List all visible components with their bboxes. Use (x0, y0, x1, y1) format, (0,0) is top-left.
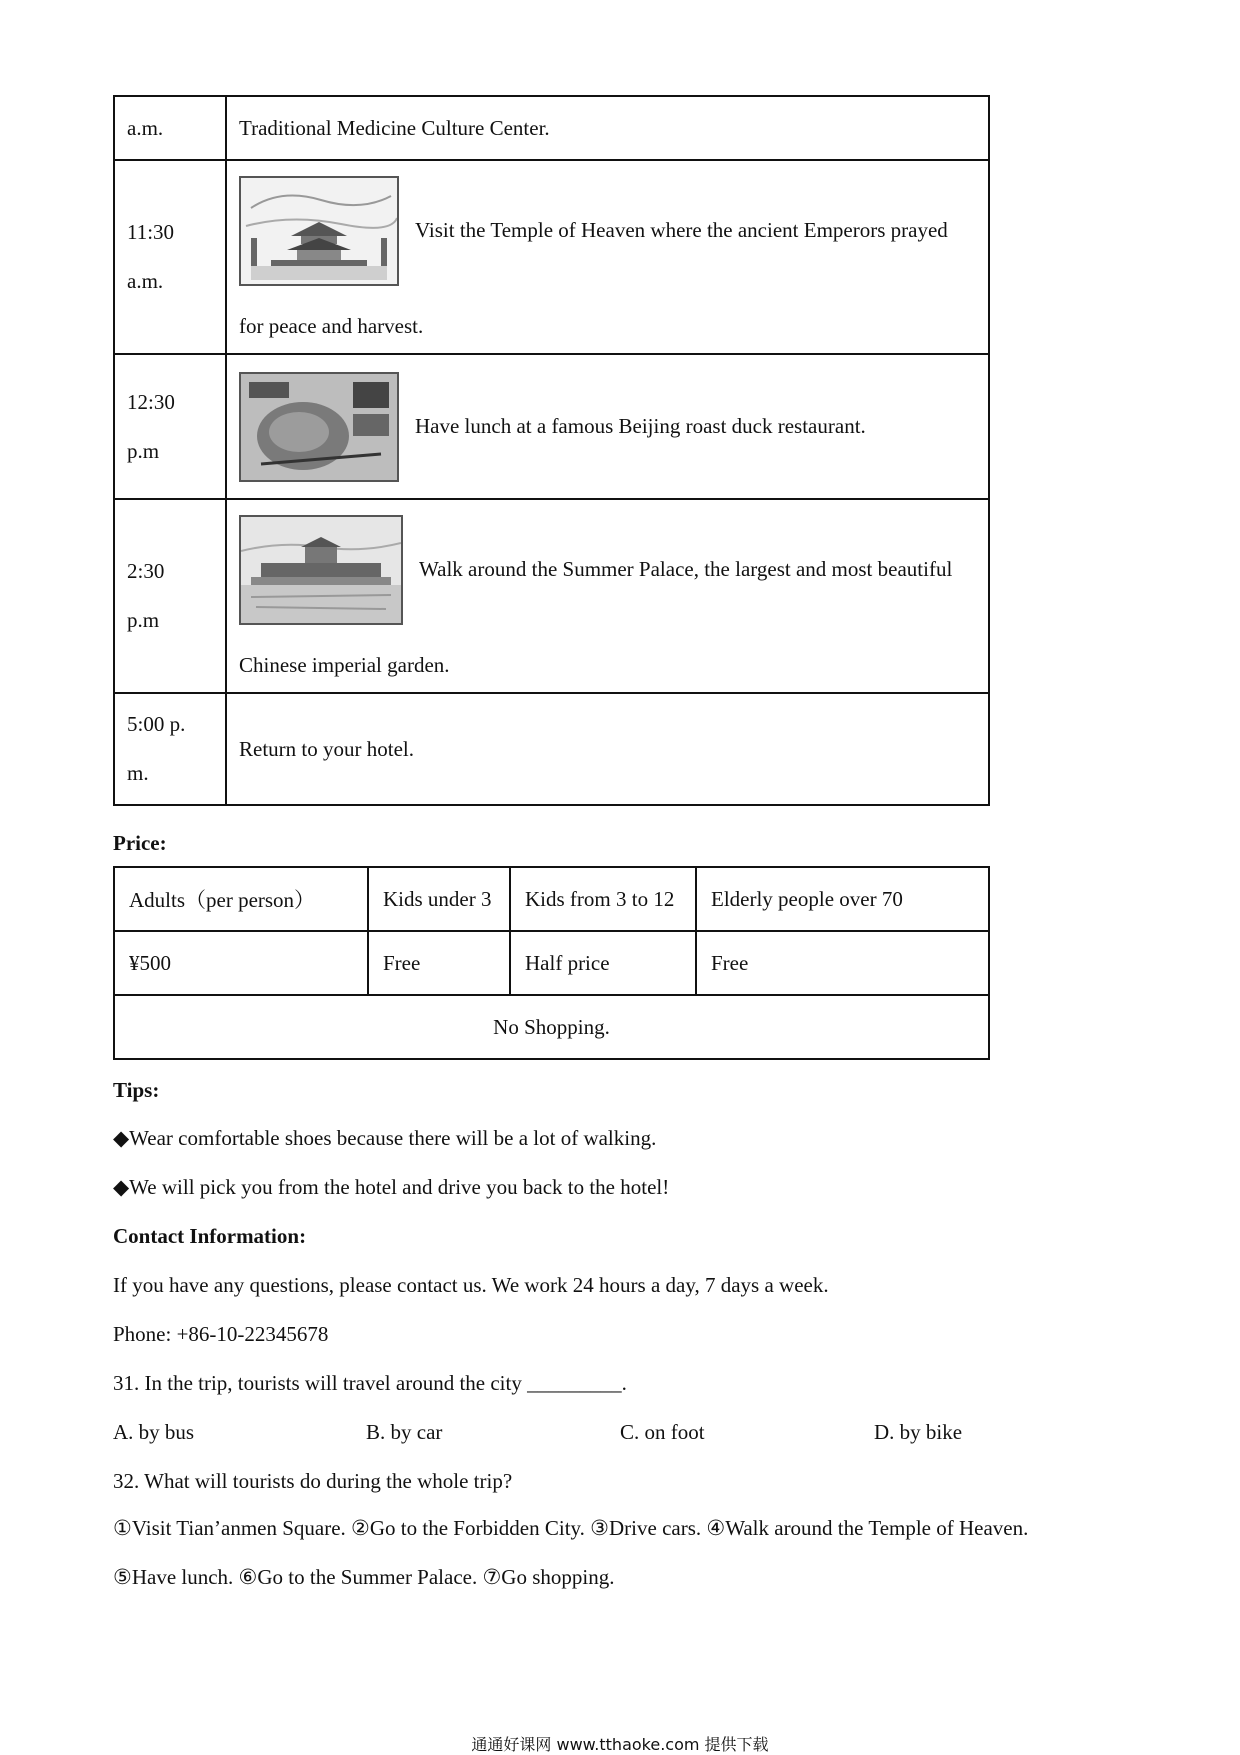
price-value: Free (368, 931, 510, 995)
question-32-options-line2: ⑤Have lunch. ⑥Go to the Summer Palace. ⑦Go shopping. (113, 1565, 615, 1589)
price-value: Free (696, 931, 989, 995)
price-value: Half price (510, 931, 696, 995)
question-32-stem: 32. What will tourists do during the whole trip? (113, 1469, 513, 1493)
schedule-activity: Return to your hotel. (226, 693, 989, 805)
price-header: Kids under 3 (368, 867, 510, 931)
schedule-row (114, 96, 989, 160)
price-label: Price: (113, 831, 167, 855)
schedule-activity: Visit the Temple of Heaven where the ancient Emperors prayed for peace and harvest. (226, 160, 989, 354)
option-d: D. by bike (874, 1420, 963, 1444)
roast-duck-image (239, 372, 399, 482)
schedule-table (113, 95, 990, 806)
contact-text: If you have any questions, please contact us. We work 24 hours a day, 7 days a week. (113, 1273, 829, 1297)
footer-watermark: 通通好课网 www.tthaoke.com 提供下载 (471, 1735, 769, 1754)
schedule-activity: Have lunch at a famous Beijing roast duck restaurant. (226, 354, 989, 499)
schedule-row (114, 160, 989, 354)
schedule-row (114, 354, 989, 499)
price-table (113, 866, 990, 1060)
price-value-row (114, 931, 989, 995)
option-c: C. on foot (620, 1420, 705, 1444)
tips-label: Tips: (113, 1078, 160, 1102)
schedule-time: 5:00 p. m. (114, 693, 226, 805)
schedule-activity: Walk around the Summer Palace, the largest and most beautiful Chinese imperial garden. (226, 499, 989, 693)
option-a: A. by bus (113, 1420, 195, 1444)
tip-item: ◆We will pick you from the hotel and drive you back to the hotel! (113, 1175, 670, 1199)
schedule-time: 11:30 a.m. (114, 160, 226, 354)
option-b: B. by car (366, 1420, 443, 1444)
contact-label: Contact Information: (113, 1224, 307, 1248)
schedule-time: 12:30 p.m (114, 354, 226, 499)
question-31-stem: 31. In the trip, tourists will travel around the city _________. (113, 1371, 627, 1395)
price-header-row (114, 867, 989, 931)
tip-item: ◆Wear comfortable shoes because there will be a lot of walking. (113, 1126, 657, 1150)
schedule-row (114, 693, 989, 805)
schedule-activity: Traditional Medicine Culture Center. (226, 96, 989, 160)
temple-of-heaven-image (239, 176, 399, 286)
contact-phone: Phone: +86-10-22345678 (113, 1322, 329, 1346)
schedule-time: a.m. (114, 96, 226, 160)
price-note-row (114, 995, 989, 1059)
price-header: Adults（per person） (114, 867, 368, 931)
schedule-time: 2:30 p.m (114, 499, 226, 693)
schedule-row (114, 499, 989, 693)
price-header: Elderly people over 70 (696, 867, 989, 931)
question-32-options-line1: ①Visit Tian’anmen Square. ②Go to the Forbidden City. ③Drive cars. ④Walk around the Temple of Heaven. (113, 1516, 1029, 1540)
price-note: No Shopping. (114, 995, 989, 1059)
price-header: Kids from 3 to 12 (510, 867, 696, 931)
summer-palace-image (239, 515, 403, 625)
price-value: ¥500 (114, 931, 368, 995)
